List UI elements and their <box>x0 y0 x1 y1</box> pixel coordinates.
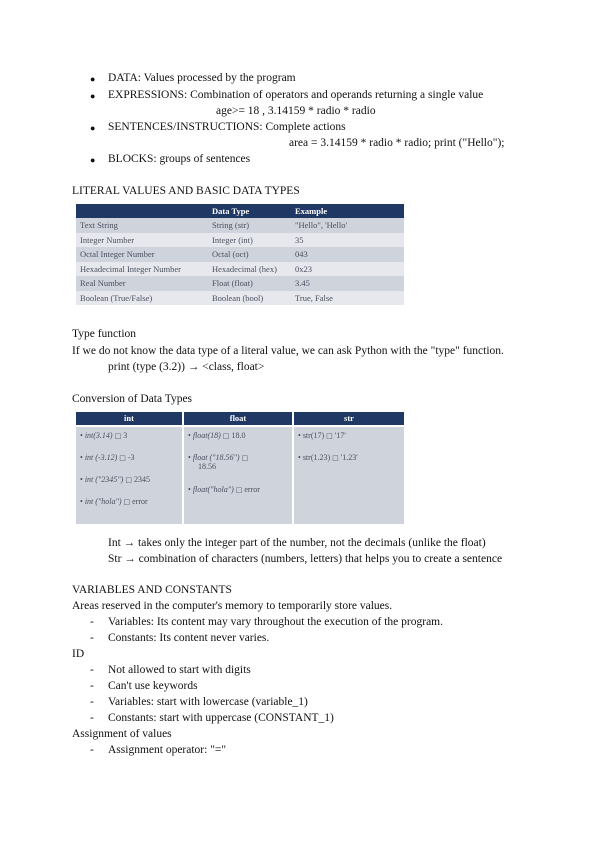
column-header: str <box>294 412 404 425</box>
conversion-table <box>76 412 404 524</box>
conversion-note-str: Str → combination of characters (numbers, letters) that helps you to create a sentence <box>108 553 503 565</box>
conversion-column-str <box>294 412 404 524</box>
list-item: • int ("2345") □ 2345 <box>80 475 150 484</box>
table-row <box>76 262 404 277</box>
arrow-icon: □ <box>114 432 122 440</box>
list-item: Variables: start with lowercase (variable_1) <box>108 696 308 708</box>
intro-item-blocks: BLOCKS: groups of sentences <box>108 153 251 165</box>
intro-item-expressions: EXPRESSIONS: Combination of operators and operands returning a single value <box>108 89 484 101</box>
variables-text: Areas reserved in the computer's memory to temporarily store values. <box>72 600 393 612</box>
literal-heading: LITERAL VALUES AND BASIC DATA TYPES <box>72 185 300 197</box>
arrow-icon: □ <box>235 486 243 494</box>
type-function-text: If we do not know the data type of a literal value, we can ask Python with the "type" function. <box>72 345 504 357</box>
table-cell: Integer (int) <box>208 233 291 248</box>
list-item: Can't use keywords <box>108 680 198 692</box>
arrow-icon: □ <box>119 454 126 462</box>
conversion-title: Conversion of Data Types <box>72 393 193 405</box>
conversion-column-int <box>76 412 182 524</box>
intro-item-sentences: SENTENCES/INSTRUCTIONS: Complete actions <box>108 121 346 133</box>
table-row <box>76 233 404 248</box>
dash-icon: - <box>90 744 94 756</box>
table-row <box>76 276 404 291</box>
dash-icon: - <box>90 712 94 724</box>
table-cell: Text String <box>76 218 208 233</box>
column-header: int <box>76 412 182 425</box>
dash-icon: - <box>90 696 94 708</box>
list-item: • int(3.14) □ 3 <box>80 431 128 440</box>
assignment-heading: Assignment of values <box>72 728 172 740</box>
table-cell: 3.45 <box>291 276 404 291</box>
bullet-icon: ● <box>90 123 96 133</box>
arrow-icon: □ <box>332 454 339 462</box>
bullet-icon: ● <box>90 74 96 84</box>
table-cell: Boolean (bool) <box>208 291 291 306</box>
list-item: • str(17) □ '17' <box>298 431 346 440</box>
variables-heading: VARIABLES AND CONSTANTS <box>72 584 232 596</box>
type-function-title: Type function <box>72 328 137 340</box>
list-item: • float("hola") □ error <box>188 485 260 494</box>
arrow-icon: □ <box>123 498 131 506</box>
list-item: Variables: Its content may vary throughout the execution of the program. <box>108 616 443 628</box>
intro-item-data: DATA: Values processed by the program <box>108 72 296 84</box>
list-item: • str(1.23) □ '1.23' <box>298 453 358 462</box>
table-row <box>76 291 404 306</box>
table-cell: "Hello", 'Hello' <box>291 218 404 233</box>
bullet-icon: ● <box>90 91 96 101</box>
bullet-icon: ● <box>90 155 96 165</box>
table-cell: Hexadecimal (hex) <box>208 262 291 277</box>
table-cell: Boolean (True/False) <box>76 291 208 306</box>
arrow-icon: □ <box>125 476 132 484</box>
table-cell: 35 <box>291 233 404 248</box>
column-header: float <box>184 412 292 425</box>
table-row <box>76 247 404 262</box>
list-item: Constants: Its content never varies. <box>108 632 270 644</box>
dash-icon: - <box>90 680 94 692</box>
table-cell: 043 <box>291 247 404 262</box>
list-item: Assignment operator: "=" <box>108 744 227 756</box>
list-item: Constants: start with uppercase (CONSTANT_1) <box>108 712 334 724</box>
table-cell: True, False <box>291 291 404 306</box>
arrow-icon: □ <box>326 432 333 440</box>
conversion-column-float <box>184 412 292 524</box>
table-cell: Octal Integer Number <box>76 247 208 262</box>
table-cell: Hexadecimal Integer Number <box>76 262 208 277</box>
table-row <box>76 218 404 233</box>
list-item: • int ("hola") □ error <box>80 497 148 506</box>
table-cell: Octal (oct) <box>208 247 291 262</box>
table-cell: Real Number <box>76 276 208 291</box>
table-header: Example <box>291 204 404 218</box>
table-header <box>76 204 208 218</box>
id-heading: ID <box>72 648 85 660</box>
table-header-row <box>76 204 404 218</box>
sentence-example: area = 3.14159 * radio * radio; print ("Hello"); <box>289 137 505 149</box>
table-cell: String (str) <box>208 218 291 233</box>
type-function-example: print (type (3.2)) → <class, float> <box>108 361 265 373</box>
list-item: Not allowed to start with digits <box>108 664 251 676</box>
dash-icon: - <box>90 664 94 676</box>
table-cell: 0x23 <box>291 262 404 277</box>
conversion-note-int: Int → takes only the integer part of the number, not the decimals (unlike the float) <box>108 537 486 549</box>
table-header: Data Type <box>208 204 291 218</box>
arrow-icon: □ <box>241 454 249 462</box>
list-item: • float ("18.56") □ 18.56 <box>188 453 249 471</box>
literal-types-table <box>76 204 404 305</box>
list-item: • float(18) □ 18.0 <box>188 431 246 440</box>
list-item: • int (-3.12) □ -3 <box>80 453 135 462</box>
dash-icon: - <box>90 632 94 644</box>
dash-icon: - <box>90 616 94 628</box>
table-cell: Integer Number <box>76 233 208 248</box>
expression-example: age>= 18 , 3.14159 * radio * radio <box>216 105 376 117</box>
table-cell: Float (float) <box>208 276 291 291</box>
arrow-icon: □ <box>222 432 230 440</box>
